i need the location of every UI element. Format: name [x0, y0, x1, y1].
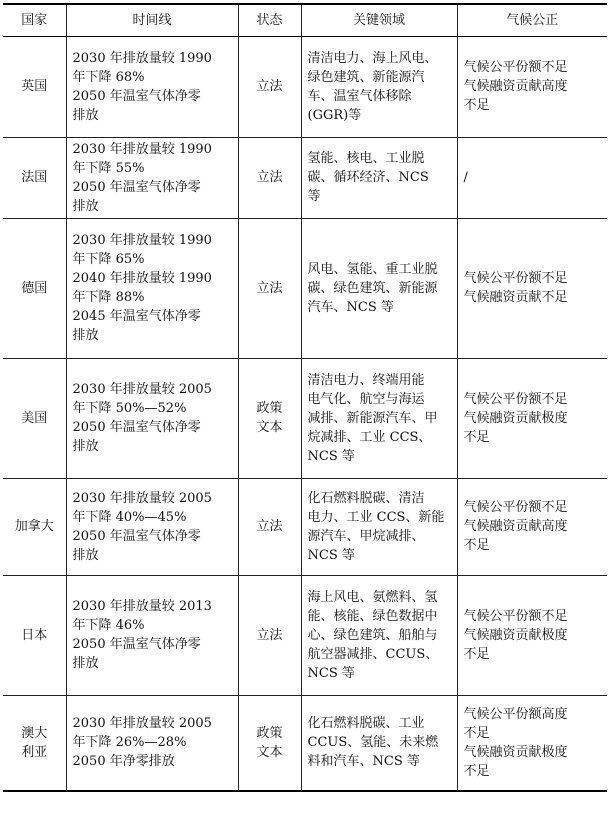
cell-climate-line: 不足: [463, 538, 490, 553]
cell-areas-line: 电气化、航空与海运: [307, 391, 425, 407]
cell-areas-line: 能、核能、绿色数据中: [307, 608, 438, 624]
table-row: [3, 695, 607, 791]
table-body: [3, 36, 607, 791]
cell-timeline-line: 排放: [72, 328, 99, 343]
cell-areas-line: NCS 等: [307, 547, 355, 563]
cell-timeline-line: 2030 年排放量较 2005: [72, 716, 212, 732]
cell-climate-line: 气候融资贡献高度: [463, 79, 568, 94]
cell-areas-line: NCS 等: [307, 665, 355, 681]
cell-areas-line: 减排、新能源汽车、甲: [307, 410, 438, 426]
cell-climate-line: 不足: [463, 98, 490, 113]
cell-climate-line: 不足: [463, 429, 490, 445]
cell-areas-line: 心、绿色建筑、船舶与: [307, 627, 438, 643]
cell-status-line: 文本: [256, 420, 283, 435]
cell-climate-line: 不足: [463, 646, 490, 662]
cell-country: 日本: [3, 575, 66, 695]
cell-areas-line: 风电、氢能、重工业脱: [307, 261, 438, 277]
cell-timeline: [66, 478, 238, 575]
cell-timeline-line: 2050 年温室气体净零: [72, 637, 201, 652]
cell-timeline-line: 年下降 55%: [72, 160, 145, 176]
cell-timeline-line: 2050 年温室气体净零: [72, 420, 201, 435]
cell-timeline: [66, 36, 238, 137]
cell-timeline-line: 年下降 88%: [72, 290, 145, 305]
cell-country: 美国: [3, 358, 66, 478]
cell-climate-line: 不足: [463, 763, 490, 779]
cell-timeline-line: 排放: [72, 107, 99, 123]
cell-timeline: [66, 137, 238, 218]
cell-areas-line: 等: [307, 189, 321, 204]
cell-climate-line: 气候公平份额高度: [463, 706, 568, 722]
header-country: 国家: [3, 4, 66, 36]
cell-areas: [301, 358, 457, 478]
cell-timeline-line: 2030 年排放量较 1990: [72, 233, 212, 248]
cell-status-line: 政策: [256, 725, 283, 741]
cell-climate-line: 不足: [463, 725, 490, 741]
cell-areas-line: 烷减排、工业 CCS、: [307, 429, 432, 445]
cell-climate: [457, 137, 607, 218]
cell-country: [3, 695, 66, 791]
header-timeline: 时间线: [66, 4, 238, 36]
cell-status: 立法: [238, 478, 301, 575]
cell-areas-line: 电力、工业 CCS、新能: [307, 509, 445, 525]
cell-status: 立法: [238, 36, 301, 137]
cell-climate-line: 气候公平份额不足: [463, 608, 568, 624]
cell-areas-line: 车、温室气体移除: [307, 88, 412, 104]
cell-areas: [301, 478, 457, 575]
cell-areas-line: 源汽车、甲烷减排、: [307, 528, 425, 544]
cell-areas-line: NCS 等: [307, 448, 355, 464]
cell-areas: [301, 575, 457, 695]
cell-climate-line: 气候融资贡献极度: [463, 744, 568, 760]
cell-status-line: 政策: [256, 401, 283, 416]
cell-timeline-line: 2030 年排放量较 2005: [72, 490, 212, 506]
cell-climate: [457, 218, 607, 358]
cell-climate-line: 气候公平份额不足: [463, 271, 568, 286]
cell-areas-line: 清洁电力、终端用能: [307, 372, 425, 388]
cell-areas-line: 碳、循环经济、NCS: [307, 170, 429, 185]
cell-areas-line: 碳、绿色建筑、新能源: [307, 280, 438, 296]
cell-areas: [301, 137, 457, 218]
cell-timeline-line: 排放: [72, 656, 99, 671]
cell-status: [238, 695, 301, 791]
cell-timeline-line: 2050 年温室气体净零: [72, 179, 201, 195]
cell-climate-line: 气候公平份额不足: [463, 60, 568, 75]
cell-areas: [301, 218, 457, 358]
cell-timeline-line: 2050 年净零排放: [72, 754, 175, 770]
cell-timeline-line: 2050 年温室气体净零: [72, 528, 201, 544]
cell-country: 英国: [3, 36, 66, 137]
cell-timeline: [66, 575, 238, 695]
header-status: 状态: [238, 4, 301, 36]
cell-country: 法国: [3, 137, 66, 218]
cell-status: [238, 358, 301, 478]
cell-timeline-line: 年下降 65%: [72, 252, 145, 267]
cell-timeline-line: 2040 年排放量较 1990: [72, 271, 212, 286]
cell-timeline-line: 年下降 68%: [72, 69, 145, 85]
cell-areas-line: 绿色建筑、新能源汽: [307, 69, 425, 85]
cell-climate-line: 气候公平份额不足: [463, 500, 568, 515]
cell-areas-line: 化石燃料脱碳、清洁: [307, 490, 425, 506]
cell-areas-line: 航空器减排、CCUS、: [307, 646, 439, 662]
cell-climate-line: 气候融资贡献极度: [463, 627, 568, 643]
cell-timeline-line: 2050 年温室气体净零: [72, 88, 201, 104]
cell-climate-line: 气候融资贡献不足: [463, 290, 568, 305]
cell-country-line: 利亚: [21, 744, 48, 760]
table-row: [3, 575, 607, 695]
table-row: [3, 358, 607, 478]
cell-status: 立法: [238, 575, 301, 695]
cell-timeline-line: 排放: [72, 198, 99, 214]
cell-areas: [301, 36, 457, 137]
cell-status: 立法: [238, 218, 301, 358]
header-areas: 关键领域: [301, 4, 457, 36]
cell-areas-line: 化石燃料脱碳、工业: [307, 716, 425, 732]
policy-comparison-table: [3, 3, 607, 792]
header-climate: 气候公正: [457, 4, 607, 36]
cell-timeline-line: 2030 年排放量较 2013: [72, 599, 212, 614]
cell-timeline-line: 2030 年排放量较 1990: [72, 50, 212, 66]
cell-climate: [457, 695, 607, 791]
cell-status-line: 文本: [256, 744, 283, 760]
cell-timeline-line: 排放: [72, 439, 99, 454]
cell-climate: [457, 575, 607, 695]
table-row: [3, 218, 607, 358]
table-row: [3, 36, 607, 137]
cell-timeline-line: 年下降 46%: [72, 618, 145, 633]
cell-timeline-line: 排放: [72, 547, 99, 563]
cell-areas-line: 氢能、核电、工业脱: [307, 151, 425, 166]
cell-timeline: [66, 358, 238, 478]
cell-timeline: [66, 218, 238, 358]
cell-status: 立法: [238, 137, 301, 218]
cell-country: 德国: [3, 218, 66, 358]
cell-timeline-line: 2030 年排放量较 1990: [72, 141, 212, 157]
cell-areas-line: 海上风电、氨燃料、氢: [307, 589, 438, 605]
cell-climate: [457, 478, 607, 575]
cell-country-line: 澳大: [21, 725, 48, 741]
cell-areas-line: 清洁电力、海上风电、: [307, 50, 438, 66]
cell-areas: [301, 695, 457, 791]
cell-timeline-line: 年下降 50%—52%: [72, 401, 187, 416]
cell-timeline-line: 2045 年温室气体净零: [72, 309, 201, 324]
cell-climate-line: 气候公平份额不足: [463, 391, 568, 407]
cell-timeline-line: 年下降 26%—28%: [72, 735, 187, 751]
cell-areas-line: CCUS、氢能、未来燃: [307, 735, 439, 751]
header-row: [3, 4, 607, 36]
cell-climate-line: 气候融资贡献极度: [463, 410, 568, 426]
cell-areas-line: 料和汽车、NCS 等: [307, 754, 420, 770]
cell-timeline: [66, 695, 238, 791]
cell-timeline-line: 年下降 40%—45%: [72, 509, 187, 525]
cell-climate: [457, 358, 607, 478]
cell-country: 加拿大: [3, 478, 66, 575]
cell-climate: [457, 36, 607, 137]
cell-timeline-line: 2030 年排放量较 2005: [72, 382, 212, 397]
cell-areas-line: (GGR)等: [307, 107, 362, 123]
cell-areas-line: 汽车、NCS 等: [307, 299, 394, 315]
cell-climate-line: 气候融资贡献高度: [463, 519, 568, 534]
cell-climate-line: /: [463, 170, 468, 185]
table-row: [3, 478, 607, 575]
table-row: [3, 137, 607, 218]
